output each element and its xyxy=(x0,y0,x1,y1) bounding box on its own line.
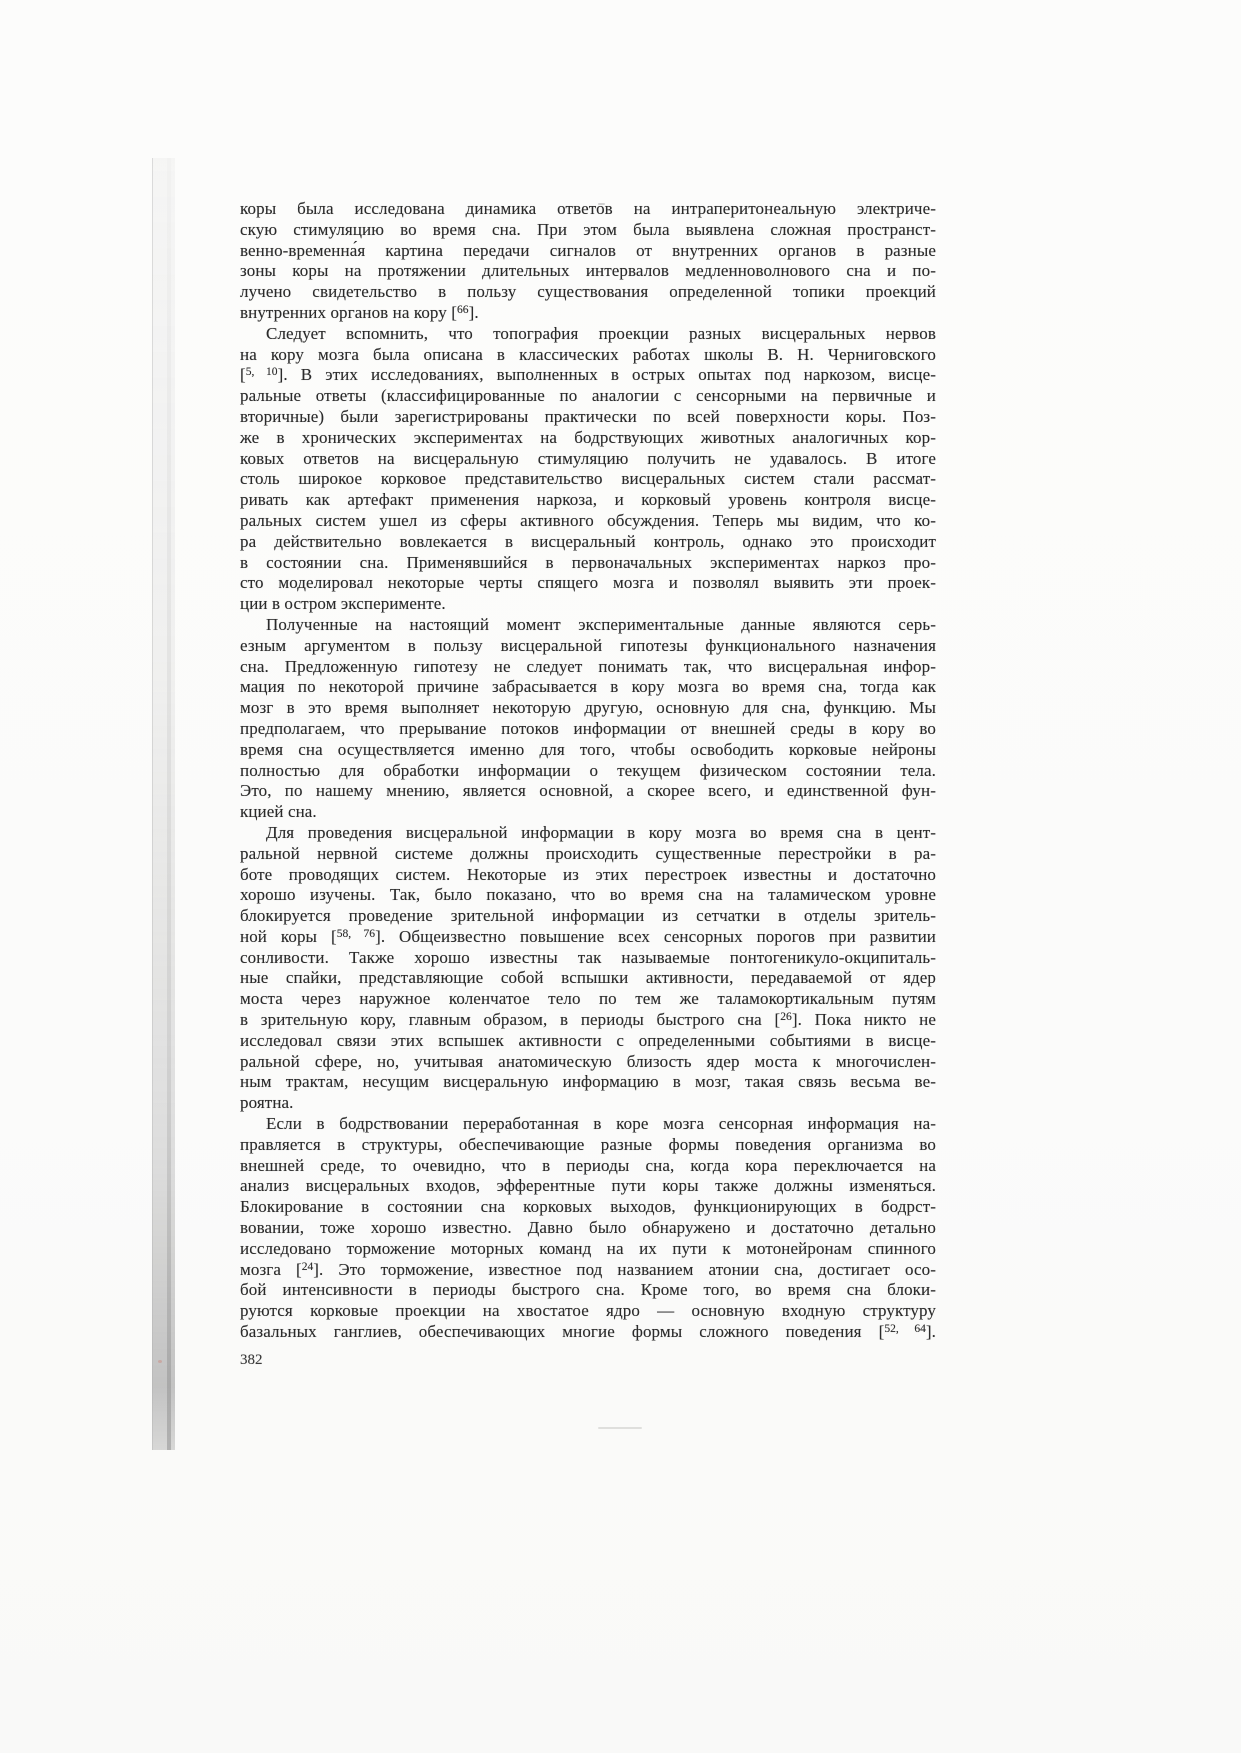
text-line: ральные ответы (классифицированные по аналогии с сенсорными на первичные и xyxy=(240,386,936,406)
text-line: полностью для обработки информации о текущем физическом состоянии тела. xyxy=(240,760,936,780)
text-line: моста через наружное коленчатое тело по тем же таламокортикальным путям xyxy=(240,989,936,1009)
text-line: Если в бодрствовании переработанная в коре мозга сенсорная информация на- xyxy=(266,1114,936,1134)
text-line: внешней среде, то очевидно, что в периоды сна, когда кора переключается на xyxy=(240,1155,936,1175)
scan-crease-line xyxy=(167,158,171,1450)
text-line: Для проведения висцеральной информации в кору мозга во время сна в цент- xyxy=(266,822,936,842)
text-line: предполагаем, что прерывание потоков информации от внешней среды в кору во xyxy=(240,718,936,738)
citation-ref: [$^{24}$] xyxy=(295,1259,320,1279)
text-line: Следует вспомнить, что топография проекции разных висцеральных нервов xyxy=(266,323,936,343)
text-line: блокируется проведение зрительной информации из сетчатки в отделы зритель- xyxy=(240,906,936,926)
text-line: мозг в это время выполняет некоторую другую, основную для сна, функцию. Мы xyxy=(240,698,936,718)
text-line: вторичные) были зарегистрированы практически по всей поверхности коры. Поз- xyxy=(240,406,936,426)
text-line: ным трактам, несущим висцеральную информацию в мозг, такая связь весьма ве- xyxy=(240,1072,936,1092)
text-line: в зрительную кору, главным образом, в периоды быстрого сна [$^{26}$]. Пока никто не xyxy=(240,1009,937,1030)
text-line: вовании, тоже хорошо известно. Давно было обнаружено и достаточно детально xyxy=(240,1218,936,1238)
text-line: коры была исследована динамика ответов на интраперитонеальную электриче- xyxy=(240,199,936,218)
text-line: ральной нервной системе должны происходить существенные перестройки в ра- xyxy=(240,843,936,863)
citation-ref: [$^{52, 64}$] xyxy=(878,1321,932,1342)
text-line: анализ висцеральных входов, эфферентные пути коры также должны изменяться. xyxy=(240,1176,936,1196)
text-line: исследовал связи этих вспышек активности с определенными событиями в висце- xyxy=(240,1030,936,1050)
text-line: Полученные на настоящий момент экспериментальные данные являются серь- xyxy=(266,614,936,634)
scan-left-edge-artifact xyxy=(152,158,175,1450)
citation-ref: [$^{5, 10}$] xyxy=(240,365,284,385)
text-line: венно-временна́я картина передачи сигналов от внутренних органов в разные xyxy=(240,240,936,260)
text-line: внутренних органов на кору [$^{66}$]. xyxy=(240,302,479,322)
text-line: же в хронических экспериментах на бодрствующих животных аналогичных кор- xyxy=(240,427,936,447)
text-line: правляется в структуры, обеспечивающие разные формы поведения организма во xyxy=(240,1134,936,1154)
scan-speck-bottom xyxy=(598,1427,642,1429)
text-line: ной коры [$^{58, 76}$]. Общеизвестно повышение всех сенсорных порогов при развитии xyxy=(240,926,936,946)
text-line: базальных ганглиев, обеспечивающих многие формы сложного поведения [$^{52, 64}$]. xyxy=(240,1321,936,1342)
text-line: ковых ответов на висцеральную стимуляцию получить не удавалось. В итоге xyxy=(240,448,936,468)
text-line: ции в остром эксперименте. xyxy=(240,594,446,614)
text-line: ра действительно вовлекается в висцеральный контроль, однако это происходит xyxy=(240,531,936,551)
text-line: лучено свидетельство в пользу существования определенной топики проекций xyxy=(240,282,936,302)
text-line: Это, по нашему мнению, является основной, а скорее всего, и единственной фун- xyxy=(240,781,936,801)
text-line: ривать как артефакт применения наркоза, и корковый уровень контроля висце- xyxy=(240,490,936,510)
text-line: зоны коры на протяжении длительных интервалов медленноволнового сна и по- xyxy=(240,261,936,281)
text-line: ные спайки, представляющие собой вспышки активности, передаваемой от ядер xyxy=(240,968,936,988)
body-text-block xyxy=(240,199,936,1343)
text-line: сонливости. Также хорошо известны так называемые понтогеникуло-окципиталь- xyxy=(240,947,936,967)
text-line: боте проводящих систем. Некоторые из этих перестроек известны и достаточно xyxy=(240,864,936,884)
citation-ref: [$^{58, 76}$] xyxy=(330,926,381,946)
text-line: столь широкое корковое представительство висцеральных систем стали рассмат- xyxy=(240,469,936,489)
citation-ref: [$^{26}$] xyxy=(774,1009,798,1030)
text-line: на кору мозга была описана в классических работах школы В. Н. Черниговского xyxy=(240,344,936,364)
text-line: руются корковые проекции на хвостатое ядро — основную входную структуру xyxy=(240,1301,936,1321)
text-line: ральных систем ушел из сферы активного обсуждения. Теперь мы видим, что ко- xyxy=(240,510,936,530)
text-line: мация по некоторой причине забрасывается в кору мозга во время сна, тогда как xyxy=(240,677,936,697)
text-line: езным аргументом в пользу висцеральной гипотезы функционального назначения xyxy=(240,635,936,655)
text-line: исследовано торможение моторных команд на их пути к мотонейронам спинного xyxy=(240,1238,936,1258)
text-line: [$^{5, 10}$]. В этих исследованиях, выполненных в острых опытах под наркозом, висце- xyxy=(240,365,937,385)
citation-ref: [$^{66}$] xyxy=(451,302,475,322)
page-number: 382 xyxy=(240,1352,263,1368)
text-line: роятна. xyxy=(240,1093,294,1113)
text-line: в состоянии сна. Применявшийся в первоначальных экспериментах наркоз про- xyxy=(240,552,936,572)
text-line: бой интенсивности в периоды быстрого сна. Кроме того, во время сна блоки- xyxy=(240,1280,936,1300)
text-line: сто моделировал некоторые черты спящего мозга и позволял выявить эти проек- xyxy=(240,573,936,593)
text-line: время сна осуществляется именно для того, чтобы освободить корковые нейроны xyxy=(240,739,936,759)
text-line: кцией сна. xyxy=(240,802,317,822)
text-line: Блокирование в состоянии сна корковых выходов, функционирующих в бодрст- xyxy=(240,1197,936,1217)
text-line: хорошо изучены. Так, было показано, что во время сна на таламическом уровне xyxy=(240,885,936,905)
text-line: скую стимуляцию во время сна. При этом была выявлена сложная пространст- xyxy=(240,219,936,239)
scan-speck-red xyxy=(158,1360,162,1363)
text-line: мозга [$^{24}$]. Это торможение, известное под названием атонии сна, достигает осо- xyxy=(240,1259,937,1279)
text-line: сна. Предложенную гипотезу не следует понимать так, что висцеральная инфор- xyxy=(240,656,936,676)
text-line: ральной сфере, но, учитывая анатомическую близость ядер моста к многочислен- xyxy=(240,1051,936,1071)
